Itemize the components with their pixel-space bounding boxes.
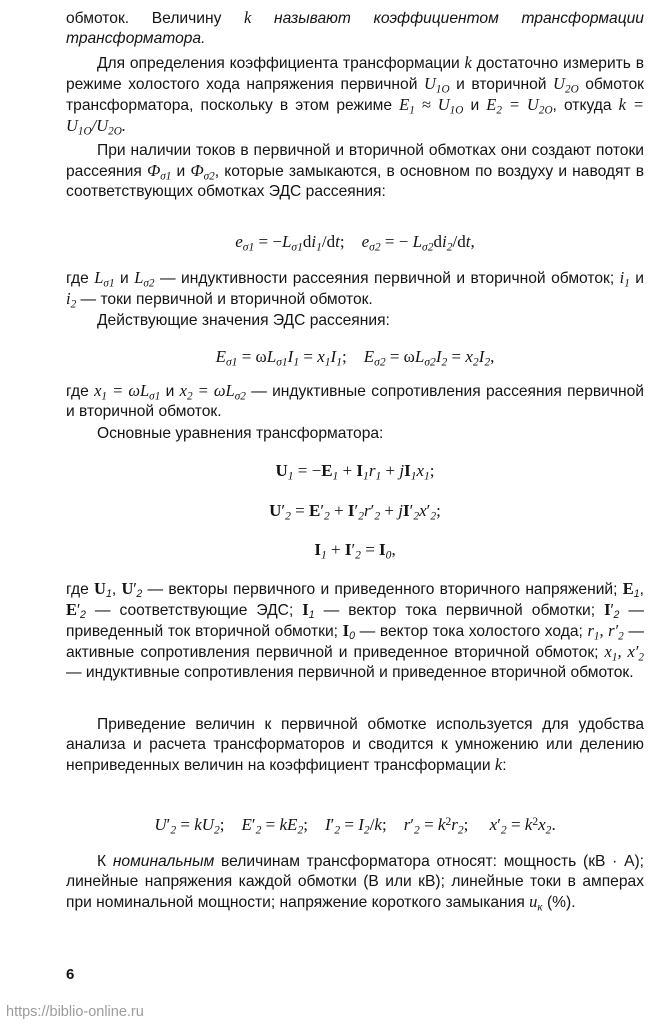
paragraph-leakage-flux: При наличии токов в первичной и вторичной обмотках они создают потоки рассеяния $Ф_{\sigma 1}$ и $Ф_{\sigma 2}$, которые замыкаются, в основном по воздуху и наводят в соответствующих обмотках ЭДС рассеяния: — [66, 142, 644, 200]
equation-secondary-voltage: $U'_2 = E'_2 + I'_2r'_2 + jI'_2x'_2$; — [269, 501, 441, 523]
paragraph-definition: обмоток. Величину k называют коэффициентом трансформации трансформатора. — [66, 8, 644, 47]
source-watermark: https://biblio-online.ru — [6, 1004, 144, 1020]
paragraph-vector-notation: где $U_1$, $U'_2$ — векторы первичного и приведенного вторичного напряжений; $E_1$, $E'_2$ — соответствующие ЭДС; $I_1$ — вектор тока первичной обмотки; $I'_2$ — приведенный ток вторичной обмотки; $I_0$ — вектор тока холостого хода; $r_1$, $r'_2$ — активные сопротивления первичной и приведенное вторичной обмоток; $x_1$, $x'_2$ — индуктивные сопротивления первичной и приведенное вторичной обмоток. — [66, 579, 645, 681]
paragraph-effective-values: Действующие значения ЭДС рассеяния: — [97, 312, 390, 329]
paragraph-ratio-measurement: Для определения коэффициента трансформации k достаточно измерить в режиме холостого хода напряжения первичной $U_{1O}$ и вторичной $U_{2O}$ обмоток трансформатора, поскольку в этом режиме $E_1 \approx U_{1O}$ и $E_2 = U_{2O}$, откуда $k = U_{1O}/U_{2O}$. — [66, 53, 644, 138]
page-number: 6 — [66, 966, 75, 983]
paragraph-reactances: где $x_1 = \omega L_{\sigma 1}$ и $x_2 = \omega L_{\sigma 2}$ — индуктивные сопротивления рассеяния первичной и вторичной обмоток. — [66, 381, 644, 420]
equation-leakage-emf: $e_{\sigma 1} = -L_{\sigma 1}di_1/dt$; $e_{\sigma 2}$ = − $L_{\sigma 2}di_2/dt$, — [235, 232, 475, 254]
paragraph-basic-equations: Основные уравнения трансформатора: — [97, 425, 384, 442]
equation-primary-voltage: $U_1 = -E_1 + I_1r_1 + jI_1x_1$; — [275, 461, 435, 483]
equation-referred-quantities: $U'_2 = kU_2$; $E'_2 = kE_2$; $I'_2 = I_2/k$; $r'_2 = k^2r_2$; $x'_2 = k^2x_2$. — [154, 814, 556, 837]
equation-effective-emf: $E_{\sigma 1} = \omega L_{\sigma 1}I_1 = x_1I_1$; $E_{\sigma 2} = \omega L_{\sigma 2}I_2 = x_2I_2$, — [215, 347, 495, 369]
paragraph-referral: Приведение величин к первичной обмотке используется для удобства анализа и расчета трансформаторов и сводится к умножению или делению неприведенных величин на коэффициент трансформации k: — [66, 716, 644, 774]
paragraph-leakage-inductance: где $L_{\sigma 1}$ и $L_{\sigma 2}$ — индуктивности рассеяния первичной и вторичной обмоток; $i_1$ и $i_2$ — токи первичной и вторичной обмоток. — [66, 268, 645, 311]
equation-current-balance: $I_1 + I'_2 = I_0$, — [314, 540, 396, 562]
paragraph-nominal-values: К номинальным величинам трансформатора относят: мощность (кВ · А); линейные напряжения каждой обмотки (В или кВ); линейные токи в амперах при номинальной мощности; напряжение короткого замыкания $u_к$ (%). — [66, 853, 645, 914]
